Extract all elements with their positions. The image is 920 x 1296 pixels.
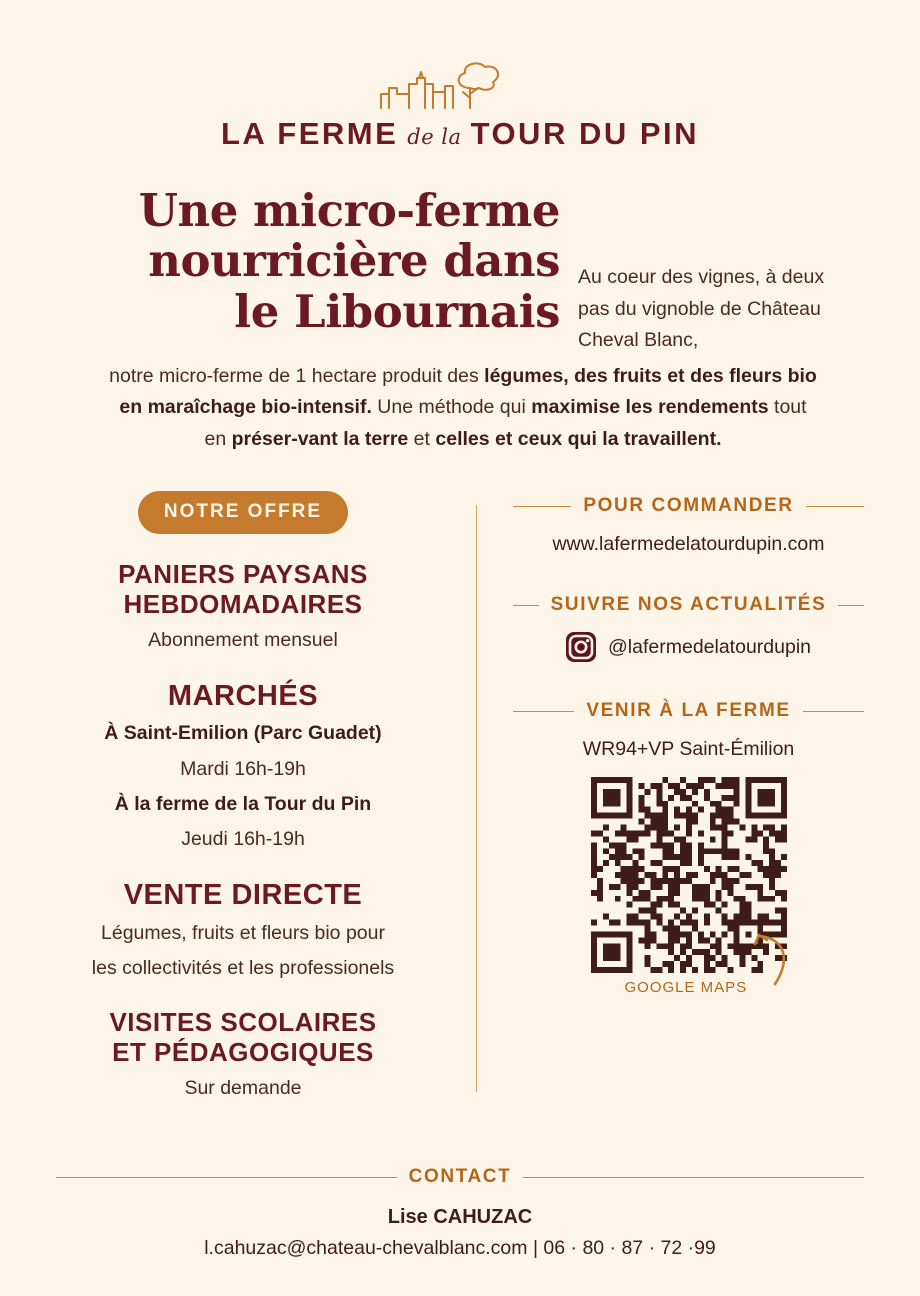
offer-title-line: HEBDOMADAIRES	[123, 588, 363, 619]
offer-item-detail: Légumes, fruits et fleurs bio pour	[101, 921, 385, 944]
contact-details[interactable]: l.cahuzac@chateau-chevalblanc.com | 06 · 80 · 87 · 72 ·99	[204, 1237, 716, 1259]
offer-item-title	[92, 879, 394, 911]
order-heading-text: POUR COMMANDER	[583, 495, 794, 517]
content-columns	[0, 491, 920, 1102]
offer-item-detail: À Saint-Emilion (Parc Guadet)	[104, 722, 382, 745]
title-line-3: le Libournais	[234, 284, 560, 338]
instagram-icon[interactable]	[566, 632, 596, 662]
rule-left	[56, 1177, 397, 1178]
contact-name: Lise CAHUZAC	[387, 1206, 533, 1228]
offer-item-detail: Mardi 16h-19h	[180, 757, 306, 780]
offer-title-line: VENTE DIRECTE	[123, 879, 363, 912]
info-column	[487, 491, 864, 1102]
status-badge: NOTRE OFFRE	[138, 491, 348, 534]
hero-body-part-0: notre micro-ferme de 1 hectare produit des	[109, 364, 485, 387]
qr-block[interactable]	[591, 777, 787, 996]
offer-item-detail: Abonnement mensuel	[148, 628, 338, 651]
order-heading	[513, 495, 864, 517]
rule-right	[523, 1177, 864, 1178]
logo-wordmark	[221, 116, 699, 152]
offer-title-line: ET PÉDAGOGIQUES	[112, 1036, 374, 1067]
offer-title-line: PANIERS PAYSANS	[118, 559, 368, 590]
hero-body-part-1: légumes, des fruits et des fleurs bio en maraîchage bio-intensif.	[119, 364, 817, 419]
rule-left	[513, 506, 571, 507]
website-link[interactable]: www.lafermedelatourdupin.com	[552, 533, 825, 556]
farm-tower-tree-icon	[375, 58, 545, 110]
hero-intro: Au coeur des vignes, à deux pas du vignoble de Château Cheval Blanc,	[578, 266, 825, 352]
instagram-handle[interactable]: @lafermedelatourdupin	[608, 635, 811, 658]
offer-title-line: MARCHÉS	[167, 679, 319, 712]
hero-body-part-7: celles et ceux qui la travaillent.	[435, 427, 722, 450]
rule-right	[803, 711, 864, 712]
contact-section	[0, 1166, 920, 1260]
offer-item-title	[92, 680, 394, 712]
offer-item-detail: À la ferme de la Tour du Pin	[114, 792, 372, 815]
rule-left	[513, 711, 574, 712]
plus-code: WR94+VP Saint-Émilion	[582, 738, 795, 761]
visit-heading-text: VENIR À LA FERME	[586, 700, 791, 722]
offer-item-detail: les collectivités et les professionels	[91, 957, 395, 980]
rule-left	[513, 605, 539, 606]
hero-body-part-4: tout en	[204, 396, 807, 450]
social-heading	[513, 594, 864, 616]
logo	[0, 0, 920, 152]
column-divider	[476, 505, 477, 1092]
rule-right	[806, 506, 864, 507]
logo-word-2: de la	[407, 125, 462, 149]
hero-body-part-3: maximise les rendements	[531, 396, 769, 419]
hero-body	[80, 361, 846, 456]
hero-body-part-5: préser-vant la terre	[231, 427, 409, 450]
instagram-row[interactable]	[566, 632, 811, 662]
offer-item-detail: Sur demande	[184, 1076, 302, 1099]
page-title	[80, 186, 560, 337]
hero-section	[0, 186, 920, 455]
offer-column	[46, 491, 466, 1102]
offer-item-title	[92, 1008, 394, 1066]
title-line-2: nourricière dans	[148, 234, 560, 288]
rule-right	[838, 605, 864, 606]
contact-heading	[56, 1166, 864, 1188]
contact-heading-text: CONTACT	[408, 1166, 512, 1187]
offer-title-line: VISITES SCOLAIRES	[109, 1007, 377, 1038]
qr-caption: GOOGLE MAPS	[624, 979, 748, 997]
arrow-icon	[751, 932, 797, 992]
hero-body-part-6: et	[408, 427, 436, 450]
logo-word-3: TOUR DU PIN	[470, 116, 700, 151]
logo-word-1: LA FERME	[220, 116, 399, 151]
social-heading-text: SUIVRE NOS ACTUALITÉS	[550, 594, 827, 616]
hero-body-part-2: Une méthode qui	[371, 396, 532, 419]
title-line-1: Une micro-ferme	[138, 184, 560, 237]
offer-list	[92, 534, 394, 1102]
offer-item-title	[92, 560, 394, 618]
visit-heading	[513, 700, 864, 722]
offer-item-detail: Jeudi 16h-19h	[181, 828, 305, 851]
